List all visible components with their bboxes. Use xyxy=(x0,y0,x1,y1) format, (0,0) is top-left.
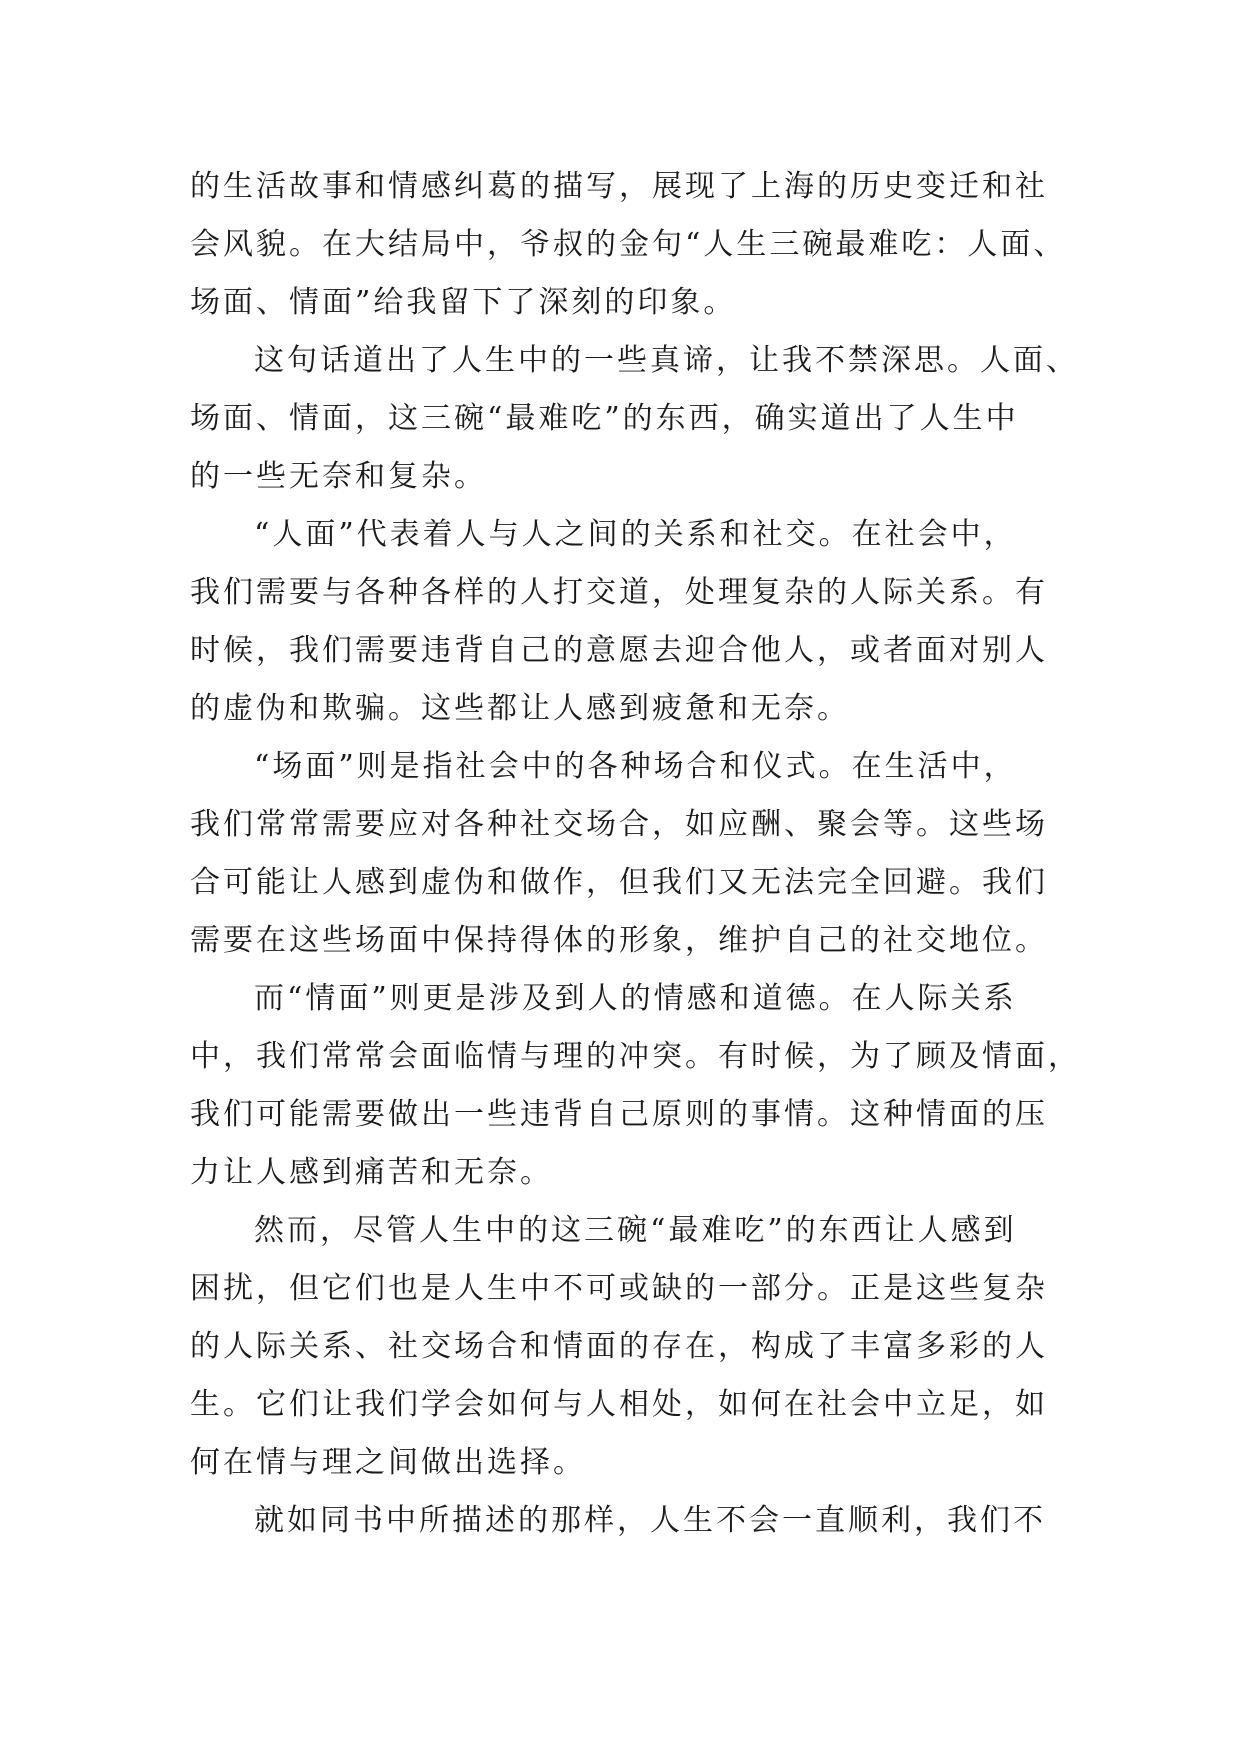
paragraph-3 xyxy=(190,506,1070,738)
text-line: 何在情与理之间做出选择。 xyxy=(190,1445,586,1480)
paragraph-5 xyxy=(190,970,1081,1202)
text-line: 就如同书中所描述的那样，人生不会一直顺利，我们不 xyxy=(254,1503,1046,1538)
text-line: 力让人感到痛苦和无奈。 xyxy=(190,1155,553,1190)
text-line: “场面”则是指社会中的各种场合和仪式。在生活中， xyxy=(254,749,1017,784)
document-body xyxy=(190,158,1081,1550)
text-line: 的生活故事和情感纠葛的描写，展现了上海的历史变迁和社 xyxy=(190,169,1048,204)
text-line: 场面、情面”给我留下了深刻的印象。 xyxy=(190,285,737,320)
text-line: 的虚伪和欺骗。这些都让人感到疲惫和无奈。 xyxy=(190,691,850,726)
text-line: 困扰，但它们也是人生中不可或缺的一部分。正是这些复杂 xyxy=(190,1271,1048,1306)
text-line: 这句话道出了人生中的一些真谛，让我不禁深思。人面、 xyxy=(254,343,1079,378)
text-line: 然而，尽管人生中的这三碗“最难吃”的东西让人感到 xyxy=(254,1213,1017,1248)
paragraph-4 xyxy=(190,738,1070,970)
text-line: 合可能让人感到虚伪和做作，但我们又无法完全回避。我们 xyxy=(190,865,1048,900)
text-line: 会风貌。在大结局中，爷叔的金句“人生三碗最难吃：人面、 xyxy=(190,227,1067,262)
paragraph-1 xyxy=(190,158,1070,332)
text-line: 生。它们让我们学会如何与人相处，如何在社会中立足，如 xyxy=(190,1387,1048,1422)
paragraph-2 xyxy=(190,332,1079,506)
text-line: 场面、情面，这三碗“最难吃”的东西，确实道出了人生中 xyxy=(190,401,1019,436)
paragraph-7 xyxy=(190,1492,1070,1550)
text-line: 我们可能需要做出一些违背自己原则的事情。这种情面的压 xyxy=(190,1097,1048,1132)
text-line: 需要在这些场面中保持得体的形象，维护自己的社交地位。 xyxy=(190,923,1048,958)
text-line: 时候，我们需要违背自己的意愿去迎合他人，或者面对别人 xyxy=(190,633,1048,668)
text-line: 我们需要与各种各样的人打交道，处理复杂的人际关系。有 xyxy=(190,575,1048,610)
text-line: 而“情面”则更是涉及到人的情感和道德。在人际关系 xyxy=(254,981,1017,1016)
text-line: 中，我们常常会面临情与理的冲突。有时候，为了顾及情面， xyxy=(190,1039,1081,1074)
text-line: 的一些无奈和复杂。 xyxy=(190,459,487,494)
text-line: “人面”代表着人与人之间的关系和社交。在社会中， xyxy=(254,517,1017,552)
paragraph-6 xyxy=(190,1202,1070,1492)
text-line: 我们常常需要应对各种社交场合，如应酬、聚会等。这些场 xyxy=(190,807,1048,842)
text-line: 的人际关系、社交场合和情面的存在，构成了丰富多彩的人 xyxy=(190,1329,1048,1364)
